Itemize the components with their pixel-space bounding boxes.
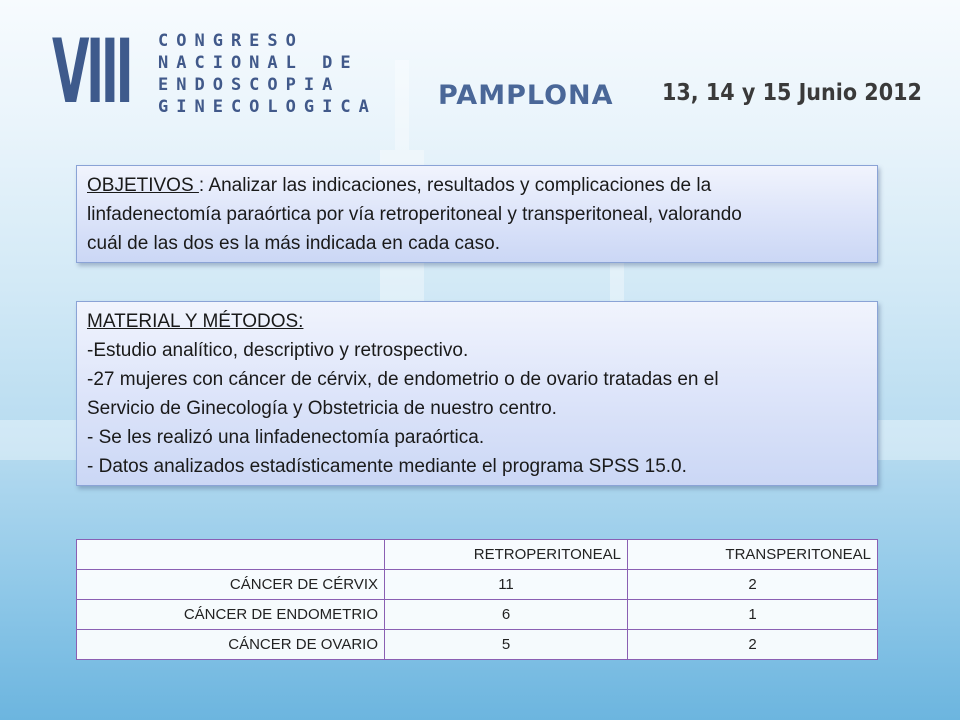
row-label: CÁNCER DE OVARIO: [77, 630, 385, 660]
retro-value: 6: [385, 600, 628, 630]
table-header-cell: RETROPERITONEAL: [385, 540, 628, 570]
objectives-heading: OBJETIVOS: [87, 175, 199, 196]
trans-value: 2: [628, 630, 878, 660]
event-dates: 13, 14 y 15 Junio 2012: [662, 80, 922, 106]
row-label: CÁNCER DE CÉRVIX: [77, 570, 385, 600]
methods-item: -Estudio analítico, descriptivo y retrospectivo.: [87, 340, 469, 361]
congress-name: [158, 30, 377, 118]
row-label: CÁNCER DE ENDOMETRIO: [77, 600, 385, 630]
methods-item: - Datos analizados estadísticamente mediante el programa SPSS 15.0.: [87, 456, 687, 477]
congress-line: NACIONAL DE: [158, 53, 359, 73]
congress-line: CONGRESO: [158, 31, 304, 51]
city-name: PAMPLONA: [438, 80, 614, 111]
table-row: [77, 570, 878, 600]
objectives-separator: :: [198, 175, 209, 196]
table-header-cell: [77, 540, 385, 570]
table-header-cell: TRANSPERITONEAL: [628, 540, 878, 570]
methods-panel: [76, 301, 878, 486]
results-table: [76, 539, 878, 660]
trans-value: 2: [628, 570, 878, 600]
congress-logo: [52, 20, 392, 123]
methods-item: - Se les realizó una linfadenectomía paraórtica.: [87, 427, 485, 448]
retro-value: 11: [385, 570, 628, 600]
table-row: [77, 600, 878, 630]
methods-item: Servicio de Ginecología y Obstetricia de nuestro centro.: [87, 398, 557, 419]
table-row: [77, 630, 878, 660]
congress-line: GINECOLOGICA: [158, 97, 377, 117]
objectives-text: linfadenectomía paraórtica por vía retroperitoneal y transperitoneal, valorando: [87, 204, 742, 225]
roman-numeral: VIII: [52, 20, 131, 123]
methods-item: -27 mujeres con cáncer de cérvix, de endometrio o de ovario tratadas en el: [87, 369, 719, 390]
congress-line: ENDOSCOPIA: [158, 75, 341, 95]
retro-value: 5: [385, 630, 628, 660]
objectives-text: cuál de las dos es la más indicada en cada caso.: [87, 233, 500, 254]
objectives-line: [87, 171, 867, 200]
objectives-text: Analizar las indicaciones, resultados y complicaciones de la: [208, 175, 712, 196]
objectives-panel: [76, 165, 878, 263]
methods-heading: MATERIAL Y MÉTODOS:: [87, 311, 304, 332]
trans-value: 1: [628, 600, 878, 630]
table-header-row: [77, 540, 878, 570]
